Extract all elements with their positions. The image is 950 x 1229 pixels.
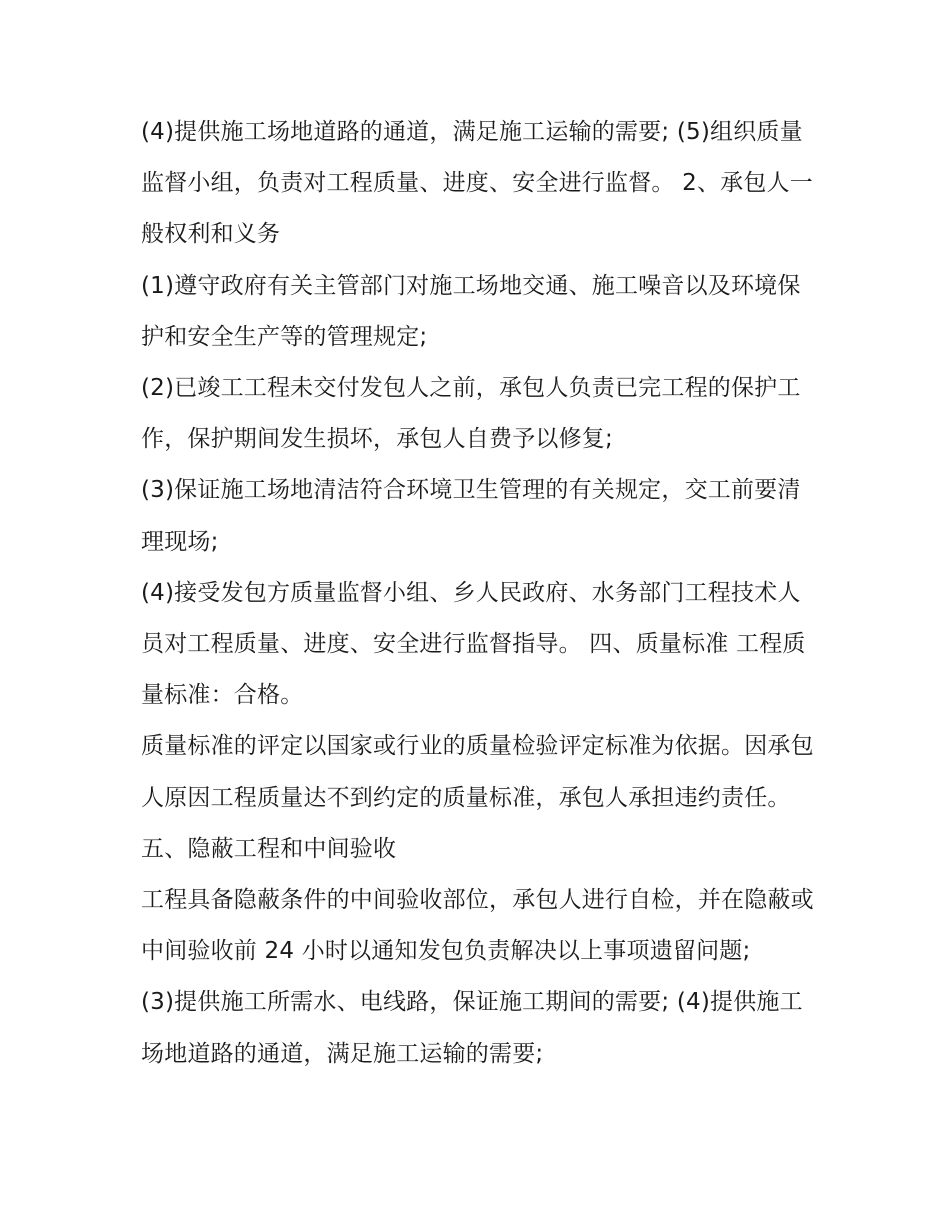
paragraph-5: (4)接受发包方质量监督小组、乡人民政府、水务部门工程技术人员对工程质量、进度、安全进行监督指导。 四、质量标准 工程质量标准：合格。: [141, 579, 806, 709]
paragraph-1: (4)提供施工场地道路的通道，满足施工运输的需要; (5)组织质量监督小组，负责对工程质量、进度、安全进行监督。 2、承包人一般权利和义务: [141, 119, 813, 248]
paragraph-2: (1)遵守政府有关主管部门对施工场地交通、施工噪音以及环境保护和安全生产等的管理规定;: [141, 272, 801, 350]
paragraph-7: 工程具备隐蔽条件的中间验收部位，承包人进行自检，并在隐蔽或中间验收前 24 小时以通知发包负责解决以上事项遗留问题;: [141, 887, 814, 965]
paragraph-6: 质量标准的评定以国家或行业的质量检验评定标准为依据。因承包人原因工程质量达不到约定的质量标准，承包人承担违约责任。 五、隐蔽工程和中间验收: [141, 733, 814, 862]
paragraph-3: (2)已竣工工程未交付发包人之前，承包人负责已完工程的保护工作，保护期间发生损坏，承包人自费予以修复;: [141, 375, 801, 453]
paragraph-8: (3)提供施工所需水、电线路，保证施工期间的需要; (4)提供施工场地道路的通道，满足施工运输的需要;: [141, 989, 803, 1067]
document-body: [141, 107, 821, 1080]
paragraph-4: (3)保证施工场地清洁符合环境卫生管理的有关规定，交工前要清理现场;: [141, 477, 801, 555]
